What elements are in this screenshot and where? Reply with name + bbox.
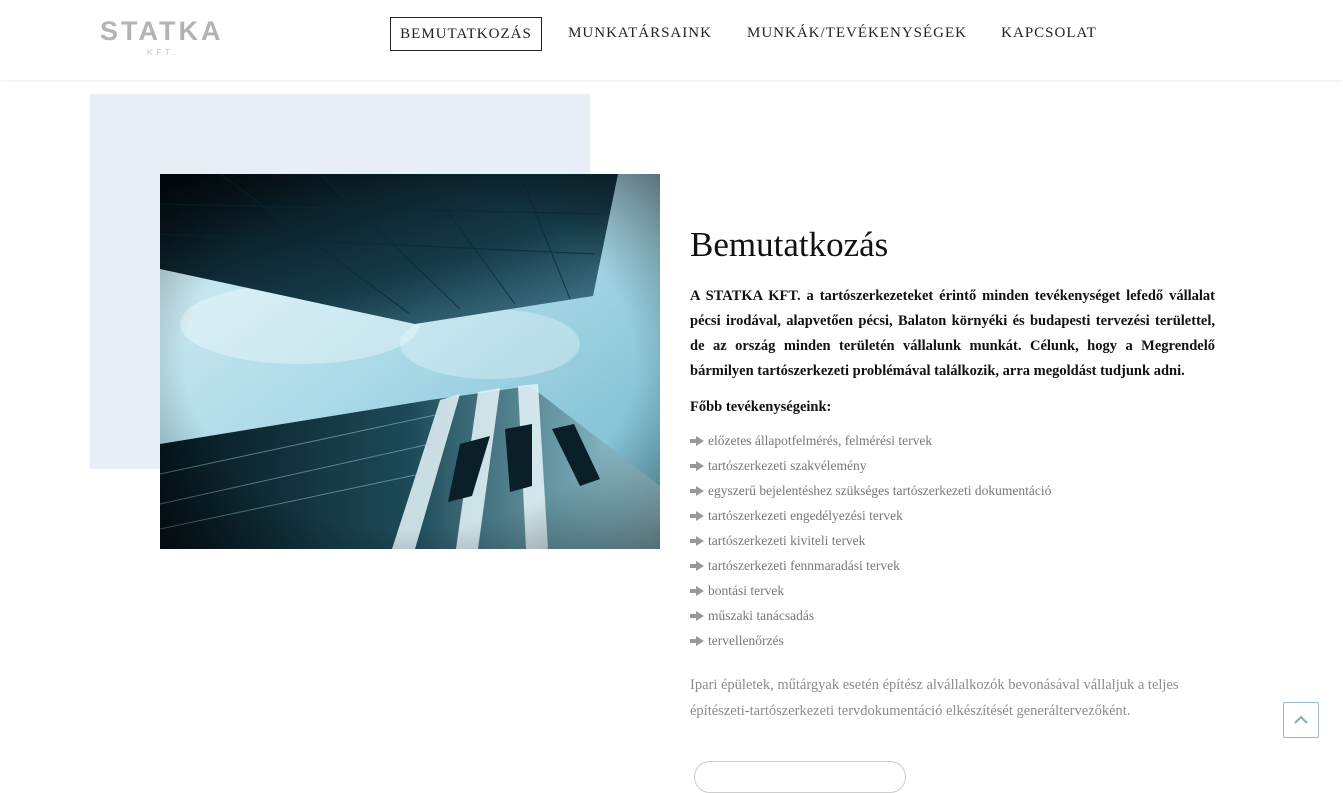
list-item xyxy=(690,628,1215,653)
nav-item-bemutatkozas[interactable]: BEMUTATKOZÁS xyxy=(390,17,542,51)
arrow-right-icon xyxy=(690,511,704,521)
list-item xyxy=(690,578,1215,603)
logo[interactable] xyxy=(100,16,230,60)
building-photo xyxy=(160,174,660,549)
list-item-label: tartószerkezeti engedélyezési tervek xyxy=(708,508,903,523)
list-item-label: tartószerkezeti fennmaradási tervek xyxy=(708,558,900,573)
closing-paragraph: Ipari épületek, műtárgyak esetén építész alvállalkozók bevonásával vállaljuk a teljes építészeti-tartószerkezeti tervdokumentáció elkészítését generáltervezőként. xyxy=(690,677,1179,719)
list-item-label: tervellenőrzés xyxy=(708,633,784,648)
logo-text: STATKA xyxy=(100,16,224,46)
section-title: Bemutatkozás xyxy=(690,225,889,264)
list-item-label: tartószerkezeti szakvélemény xyxy=(708,458,867,473)
list-item-label: műszaki tanácsadás xyxy=(708,608,815,623)
activities-title: Főbb tevékenységeink: xyxy=(690,399,832,415)
logo-subtext: KFT. xyxy=(147,48,180,57)
arrow-right-icon xyxy=(690,486,704,496)
arrow-right-icon xyxy=(690,561,704,571)
more-button[interactable] xyxy=(694,761,906,793)
site-header xyxy=(0,0,1343,80)
arrow-right-icon xyxy=(690,461,704,471)
scroll-to-top-button[interactable] xyxy=(1283,702,1319,738)
list-item-label: előzetes állapotfelmérés, felmérési tervek xyxy=(708,433,933,448)
list-item-label: bontási tervek xyxy=(708,583,785,598)
arrow-right-icon xyxy=(690,611,704,621)
list-item xyxy=(690,428,1215,453)
list-item xyxy=(690,553,1215,578)
nav-item-munkatarsaink[interactable]: MUNKATÁRSAINK xyxy=(568,25,712,41)
intro-paragraph: A STATKA KFT. a tartószerkezeteket érintő minden tevékenységet lefedő vállalat pécsi irodával, alapvetően pécsi, Balaton környéki és budapesti tervezési területtel, de az ország minden területén vállalunk munkát. Célunk, hogy a Megrendelő bármilyen tartószerkezeti problémával találkozik, arra megoldást tudjunk adni. xyxy=(690,288,1215,379)
nav-item-munkak-tevekenysegek[interactable]: MUNKÁK/TEVÉKENYSÉGEK xyxy=(747,25,967,41)
list-item xyxy=(690,453,1215,478)
activities-list xyxy=(690,428,1215,653)
list-item-label: egyszerű bejelentéshez szükséges tartószerkezeti dokumentáció xyxy=(708,483,1052,498)
list-item xyxy=(690,503,1215,528)
list-item xyxy=(690,528,1215,553)
arrow-right-icon xyxy=(690,536,704,546)
arrow-right-icon xyxy=(690,636,704,646)
list-item xyxy=(690,603,1215,628)
list-item-label: tartószerkezeti kiviteli tervek xyxy=(708,533,866,548)
intro-content xyxy=(690,222,1215,724)
arrow-right-icon xyxy=(690,586,704,596)
list-item xyxy=(690,478,1215,503)
arrow-right-icon xyxy=(690,436,704,446)
chevron-up-icon xyxy=(1284,703,1318,737)
nav-item-kapcsolat[interactable]: KAPCSOLAT xyxy=(1001,25,1097,41)
